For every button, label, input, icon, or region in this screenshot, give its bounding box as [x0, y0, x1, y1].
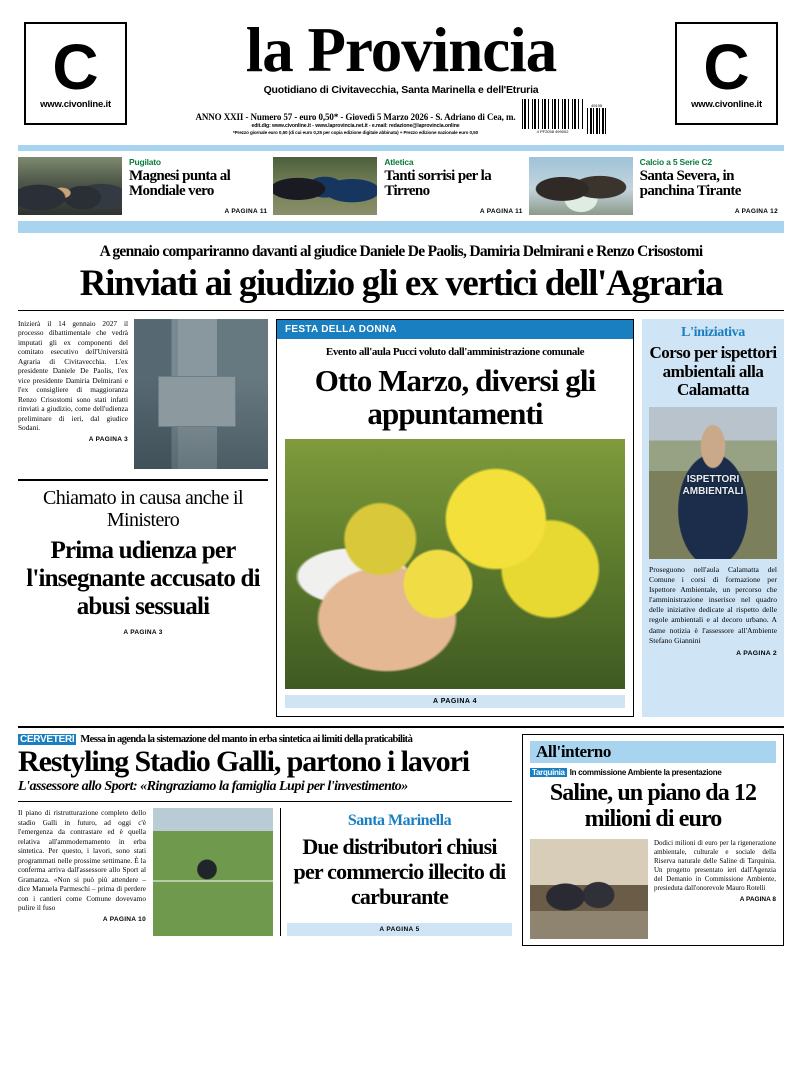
right-column-headline[interactable]: Corso per ispettori ambientali alla Calamatta — [649, 342, 777, 400]
teaser-strip — [0, 151, 802, 215]
teaser-headline[interactable]: Santa Severa, in panchina Tirante — [639, 167, 741, 200]
coach-photo — [529, 157, 633, 215]
lead-headline[interactable]: Rinviati ai giudizio gli ex vertici dell'Agraria — [79, 262, 723, 304]
right-column-page-ref: A PAGINA 2 — [736, 649, 777, 657]
logo-left[interactable] — [24, 22, 127, 125]
teaser-item-atletica[interactable] — [273, 157, 528, 215]
barcode-main-icon — [522, 99, 584, 129]
main-content-grid — [0, 311, 802, 717]
masthead-center — [127, 15, 675, 135]
masthead-subtitle: Quotidiano di Civitavecchia, Santa Marinella e dell'Etruria — [263, 83, 539, 96]
logo-letter-icon: C — [52, 30, 99, 103]
teaser-kicker: Pugilato — [129, 156, 161, 167]
bottom-middle-article[interactable] — [280, 808, 512, 936]
bottom-right-kicker: In commissione Ambiente la presentazione — [569, 767, 722, 777]
palazzo-di-giustizia-photo — [134, 319, 268, 469]
commission-meeting-photo — [530, 839, 648, 939]
barcode-small-number: 49195 — [590, 102, 603, 108]
bottom-middle-kicker: Santa Marinella — [347, 812, 452, 830]
left-column-divider — [18, 479, 268, 481]
center-box-kicker: Evento all'aula Pucci voluto dall'amministrazione comunale — [325, 345, 585, 358]
teaser-divider — [18, 221, 784, 233]
bottom-left-page-ref: A PAGINA 10 — [102, 915, 146, 923]
bottom-left-city-tag: CERVETERI — [20, 733, 75, 745]
teaser-headline[interactable]: Magnesi punta al Mondiale vero — [129, 167, 231, 200]
festa-della-donna-box[interactable] — [276, 319, 634, 717]
center-column — [276, 319, 634, 717]
stadium-works-photo — [153, 808, 273, 936]
left-column-page-ref: A PAGINA 3 — [88, 435, 128, 443]
teaser-headline[interactable]: Tanti sorrisi per la Tirreno — [384, 167, 492, 200]
right-column — [642, 319, 784, 717]
page-title: la Provincia — [245, 15, 557, 85]
mimosa-photo — [285, 439, 625, 689]
teaser-page-ref: A PAGINA 11 — [224, 207, 268, 215]
bottom-right-page-ref: A PAGINA 8 — [739, 896, 776, 904]
bottom-middle-page-ref: A PAGINA 5 — [287, 923, 512, 936]
left-column-body: Inizierà il 14 gennaio 2027 il processo dibattimentale che vedrà imputati gli ex componenti del comitato esecutivo dell'Università Agraria di Civitavecchia. L'ex presidente Daniele De Paolis, l'ex vice presidente Damiria Delmirani e l'ex consigliere di maggioranza Renzo Crisostomi sono stati infatti rinviati a giudizio, come dell'udienza preliminare di ieri, dal giudice Sodani. — [18, 318, 128, 433]
barcode-number: 4 PF2058 499002 — [536, 128, 569, 134]
left-secondary-headline[interactable]: Prima udienza per l'insegnante accusato di abusi sessuali — [26, 536, 260, 620]
teaser-page-ref: A PAGINA 11 — [479, 207, 523, 215]
athletes-photo — [273, 157, 377, 215]
teaser-kicker: Calcio a 5 Serie C2 — [639, 156, 712, 167]
logo-letter-icon: C — [703, 30, 750, 103]
boxers-photo — [18, 157, 122, 215]
bottom-section — [0, 728, 802, 946]
environmental-inspector-photo — [649, 407, 777, 559]
right-column-body: Proseguono nell'aula Calamatta del Comune i corsi di formazione per Ispettore Ambientale, un percorso che l'amministrazione inserisce nel quadro delle iniziative dedicate al rispetto delle regole ambientali e al decoro urbano. A dame notizia è l'assessore all'Ambiente Stefano Giannini — [649, 565, 777, 645]
logo-left-url[interactable]: www.civonline.it — [40, 99, 111, 111]
left-secondary-kicker: Chiamato in causa anche il Ministero — [43, 486, 243, 531]
bottom-left-subhead: L'assessore allo Sport: «Ringraziamo la famiglia Lupi per l'investimento» — [18, 779, 408, 795]
teaser-item-pugilato[interactable] — [18, 157, 273, 215]
bottom-left-article — [18, 734, 512, 946]
logo-right-url[interactable]: www.civonline.it — [691, 99, 762, 111]
masthead-info-lines — [195, 112, 515, 135]
bottom-left-divider — [18, 801, 512, 802]
bottom-right-headline[interactable]: Saline, un piano da 12 milioni di euro — [549, 779, 757, 832]
masthead-info-row — [133, 99, 669, 135]
logo-right[interactable] — [675, 22, 778, 125]
lead-kicker: A gennaio compariranno davanti al giudice Daniele De Paolis, Damiria Delmirani e Renzo Crisostomi — [99, 242, 703, 260]
teaser-page-ref: A PAGINA 12 — [734, 207, 778, 215]
bottom-left-headline[interactable]: Restyling Stadio Galli, partono i lavori — [18, 744, 470, 778]
masthead — [0, 0, 802, 137]
barcode-small-icon — [587, 108, 607, 134]
bottom-left-kicker: Messa in agenda la sistemazione del manto in erba sintetica ai limiti della praticabilità — [80, 733, 413, 745]
left-column — [18, 319, 268, 717]
barcode-icon — [522, 99, 607, 135]
masthead-price-line: *Prezzo giornale euro 0,50 (di cui euro 0,25 per copia edizione digitale abbinata) + Prezzo edizione nazionale euro 0,50 — [232, 129, 479, 135]
teaser-item-calcio[interactable] — [529, 157, 784, 215]
center-box-headline[interactable]: Otto Marzo, diversi gli appuntamenti — [314, 362, 596, 432]
masthead-issue-line: ANNO XXII - Numero 57 - euro 0,50* - Giovedì 5 Marzo 2026 - S. Adriano di Cea, m. — [195, 111, 516, 122]
left-secondary-page-ref: A PAGINA 3 — [123, 628, 163, 636]
all-interno-band: All'interno — [530, 741, 776, 763]
bottom-right-body: Dodici milioni di euro per la rigenerazione ambientale, culturale e sociale della Riserva naturale delle Saline di Tarquinia. Un progetto presentato ieri dall'Agenzia del Demanio in Commissione Ambiente, presieduta dall'onorevole Mauro Rotelli — [654, 838, 776, 893]
bottom-right-city-tag: Tarquinia — [532, 767, 565, 777]
bottom-middle-headline[interactable]: Due distributori chiusi per commercio illecito di carburante — [293, 834, 506, 909]
all-interno-box[interactable] — [522, 734, 784, 946]
center-box-page-ref: A PAGINA 4 — [285, 695, 625, 708]
masthead-web-line: edit.dig: www.civonline.it - www.laprovincia.net.it - e.mail: redazione@laprovincia.online — [251, 122, 460, 129]
teaser-kicker: Atletica — [384, 156, 414, 167]
bottom-left-body: Il piano di ristrutturazione completo dello stadio Galli in futuro, ad oggi c'è l'emergenza da contrastare ed è quella relativa all'ammodernamento in erba sintetica. Per questo, i lavori, sono stati programmati nelle prossime settimane. È la conferma arriva dall'assessore allo Sport al Gramanza. «Non si può più attendere – dice Manuela Parmeschi – prima di perdere con i cantieri come Comune dovevamo pulire il fuso — [18, 808, 146, 913]
center-box-band: FESTA DELLA DONNA — [277, 320, 633, 339]
right-column-kicker: L'iniziativa — [681, 324, 745, 340]
